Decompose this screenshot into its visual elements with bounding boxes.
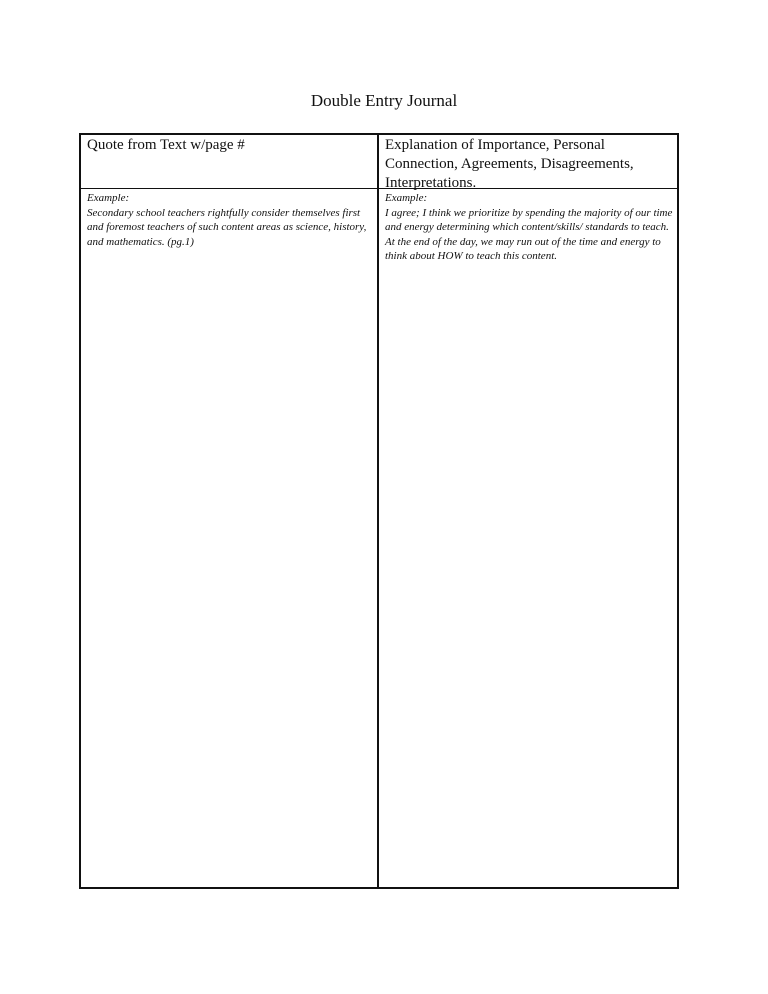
column-divider: [377, 135, 379, 887]
explanation-example-text: I agree; I think we prioritize by spending the majority of our time and energy determining which content/skills/ standards to teach. At the end of the day, we may run out of the time and energy to think about HOW to teach this content.: [385, 206, 673, 263]
explanation-example-cell: [385, 191, 673, 264]
quote-example-text: Secondary school teachers rightfully consider themselves first and foremost teachers of such content areas as science, history, and mathematics. (pg.1): [87, 206, 367, 248]
page-title: Double Entry Journal: [310, 91, 458, 110]
journal-table: [79, 133, 679, 889]
quote-example-cell: [87, 191, 371, 249]
quote-column-header: Quote from Text w/page #: [87, 137, 245, 153]
explanation-column-header: Explanation of Importance, Personal Connection, Agreements, Disagreements, Interpretations.: [385, 137, 634, 191]
quote-example-label: Example:: [87, 192, 130, 204]
explanation-example-label: Example:: [385, 192, 428, 204]
